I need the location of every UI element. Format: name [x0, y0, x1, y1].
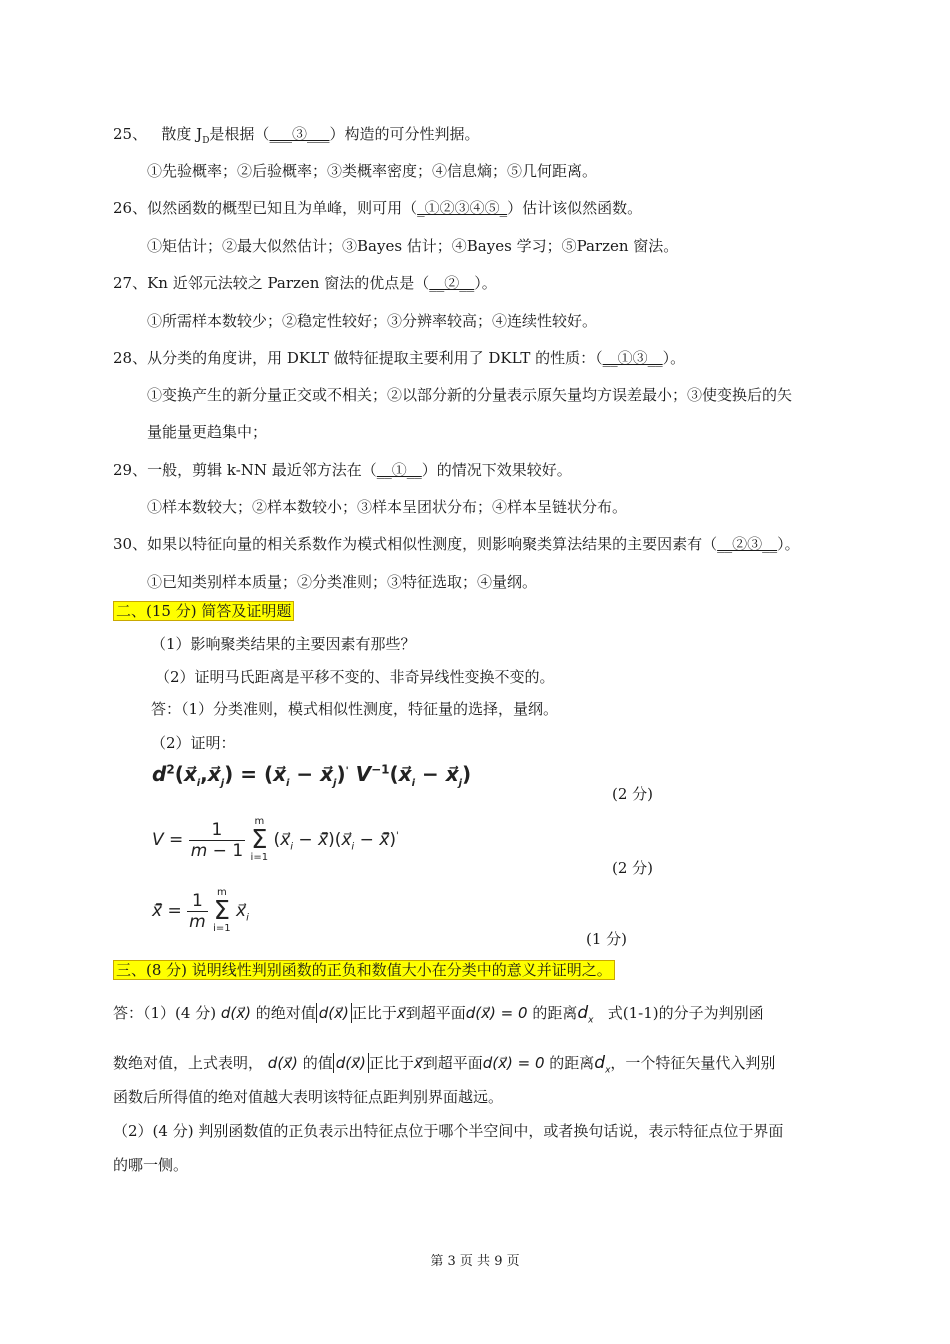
section3-heading: [113, 960, 615, 980]
section2-q1: （1）影响聚类结果的主要因素有那些？: [151, 635, 416, 653]
formula-d-x: d(x⃗): [220, 1004, 251, 1022]
section3-para3: 函数后所得值的绝对值越大表明该特征点距判别界面越远。: [113, 1088, 504, 1106]
question-text: 从分类的角度讲，用 DKLT 做特征提取主要利用了 DKLT 的性质：（: [147, 349, 603, 367]
options-28: ①变换产生的新分量正交或不相关；②以部分新的分量表示原矢量均方误差最小；③使变换后的矢: [147, 386, 793, 404]
formula-d-x: d(x⃗): [267, 1054, 298, 1072]
question-text: ）估计该似然函数。: [507, 199, 643, 217]
section3-para4: （2）(4 分) 判别函数值的正负表示出特征点位于哪个半空间中，或者换句话说，表示特征点位于界面: [113, 1122, 784, 1140]
answer-blank: __①③__: [602, 349, 663, 367]
section2-q2: （2）证明马氏距离是平移不变的、非奇异线性变换不变的。: [155, 668, 555, 686]
answer-blank: __②③__: [717, 535, 778, 553]
section2-answer1: 答：（1）分类准则，模式相似性测度，特征量的选择，量纲。: [151, 700, 559, 718]
text: 式(1-1)的分子为判别函: [607, 1004, 764, 1022]
formula-x: x⃗: [396, 1004, 406, 1022]
score-2: (2 分): [612, 859, 654, 877]
question-number: 26、: [113, 199, 148, 217]
question-text: ）。: [474, 274, 497, 292]
text: 到超平面: [422, 1054, 483, 1072]
answer-blank: __①__: [376, 461, 422, 479]
text: 的值: [302, 1054, 333, 1072]
subscript: D: [202, 136, 210, 146]
text: 的距离: [532, 1004, 578, 1022]
question-text: ）。: [777, 535, 800, 553]
question-29: [113, 460, 572, 480]
text: 正比于: [351, 1004, 397, 1022]
text: 数绝对值，上式表明，: [113, 1054, 264, 1072]
question-number: 28、: [113, 349, 148, 367]
formula-abs-d-x: d(x⃗): [333, 1053, 369, 1073]
options-29: ①样本数较大；②样本数较小；③样本呈团状分布；④样本呈链状分布。: [147, 498, 628, 516]
score-1: (2 分): [612, 785, 654, 803]
section2-answer2: （2）证明：: [151, 734, 236, 752]
section-title: 三、(8 分) 说明线性判别函数的正负和数值大小在分类中的意义并证明之。: [113, 960, 615, 980]
question-text: ）构造的可分性判据。: [329, 125, 480, 143]
text: 到超平面: [405, 1004, 466, 1022]
text: 的绝对值: [255, 1004, 316, 1022]
formula-dx: $d_x$: [577, 1003, 594, 1026]
score-3: (1 分): [586, 930, 628, 948]
formula-abs-d-x: d(x⃗): [316, 1003, 352, 1023]
question-27: [113, 273, 497, 293]
question-text: ）。: [662, 349, 686, 367]
question-text: 一般，剪辑 k-NN 最近邻方法在（: [147, 461, 377, 479]
formula-mahalanobis: $d^2(x⃗_i,x⃗_j)$ = ($x⃗_i$ − $x⃗_j)'$ $V^{-1}(x⃗_i$ − $x⃗_j$): [152, 762, 472, 789]
section2-heading: [113, 601, 294, 621]
options-28-cont: 量能量更趋集中；: [147, 423, 268, 441]
options-25: ①先验概率；②后验概率；③类概率密度；④信息熵；⑤几何距离。: [147, 162, 598, 180]
question-text: 似然函数的概型已知且为单峰，则可用（: [147, 199, 418, 217]
answer-blank: ___③___: [269, 125, 330, 143]
question-25: [113, 124, 479, 151]
formula-hyperplane: d(x⃗) = 0: [465, 1004, 528, 1022]
question-text: 如果以特征向量的相关系数作为模式相似性测度，则影响聚类算法结果的主要因素有（: [147, 535, 718, 553]
section3-para2: [113, 1053, 775, 1080]
formula-mean: x̄⃗ = $\frac{1}{m}$ m Σ i=1 $x⃗_i$: [152, 887, 249, 934]
answer-blank: _①②③④⑤_: [417, 199, 508, 217]
question-number: 30、: [113, 535, 148, 553]
question-text: ）的情况下效果较好。: [421, 461, 572, 479]
options-30: ①已知类别样本质量；②分类准则；③特征选取；④量纲。: [147, 573, 538, 591]
answer-blank: __②__: [429, 274, 475, 292]
formula-dx: $d_x$: [594, 1053, 611, 1076]
text: 正比于: [368, 1054, 414, 1072]
formula-covariance: V = $\frac{1}{m - 1}$ m Σ i=1 ($x⃗_i$ − $x̄⃗)(x⃗_i$ − x̄⃗)': [152, 816, 399, 863]
question-number: 25、: [113, 125, 148, 143]
question-text: Kn 近邻元法较之 Parzen 窗法的优点是（: [147, 274, 430, 292]
formula-hyperplane: d(x⃗) = 0: [482, 1054, 545, 1072]
text: 答：（1）(4 分): [113, 1004, 217, 1022]
formula-x: x⃗: [413, 1054, 423, 1072]
section-title: 二、(15 分) 简答及证明题: [113, 601, 294, 621]
options-26: ①矩估计；②最大似然估计；③Bayes 估计；④Bayes 学习；⑤Parzen 窗法。: [147, 237, 679, 255]
question-number: 29、: [113, 461, 148, 479]
question-number: 27、: [113, 274, 148, 292]
question-26: [113, 198, 642, 218]
question-28: [113, 348, 685, 368]
question-text: 是根据（: [209, 125, 270, 143]
question-text: 散度 J: [161, 125, 203, 143]
section3-para5: 的哪一侧。: [113, 1156, 189, 1174]
text: 的距离: [549, 1054, 595, 1072]
text: ，一个特征矢量代入判别: [610, 1054, 776, 1072]
options-27: ①所需样本数较少；②稳定性较好；③分辨率较高；④连续性较好。: [147, 312, 598, 330]
question-30: [113, 534, 800, 554]
section3-para1: [113, 1003, 764, 1030]
page-footer: 第 3 页 共 9 页: [430, 1254, 520, 1269]
